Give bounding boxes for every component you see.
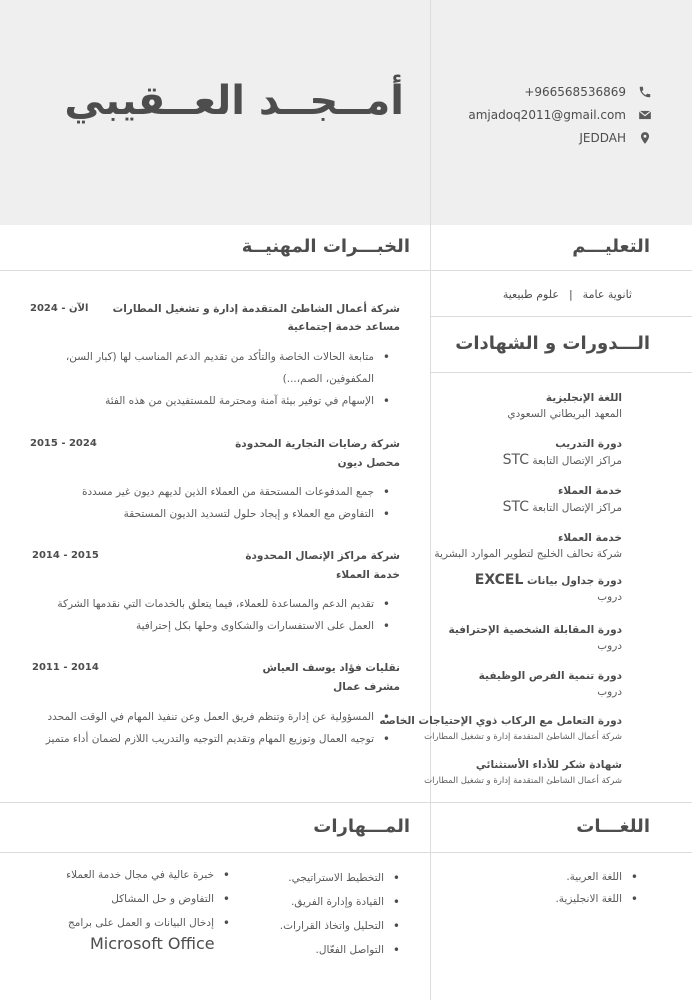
course-title: اللغة الإنجليزية bbox=[545, 392, 622, 404]
experience-title: الخبـــرات المهنيــة bbox=[241, 236, 410, 257]
job-date: الآن - 2024 bbox=[30, 303, 89, 314]
divider-line bbox=[430, 316, 692, 317]
job-company: نقليات فؤاد يوسف العياش bbox=[262, 662, 400, 674]
language-item: • اللغة الانجليزية. bbox=[440, 888, 640, 910]
envelope-icon bbox=[638, 108, 652, 122]
job-bullet: • الإسهام في توفير بيئة آمنة ومحترمة للمستفيدين من هذه الفئة bbox=[52, 390, 392, 412]
education-line bbox=[503, 288, 632, 301]
job-bullets bbox=[52, 346, 392, 412]
skill-item: • التواصل الفعّال. bbox=[262, 938, 402, 962]
course-title: دورة التدريب bbox=[555, 438, 622, 450]
job-bullets bbox=[32, 481, 392, 525]
languages-list bbox=[440, 866, 640, 910]
job-company: شركة رضايات التجارية المحدودة bbox=[235, 438, 400, 450]
skill-item: • التخطيط الاستراتيجي. bbox=[262, 866, 402, 890]
course-title: دورة جداول بيانات EXCEL bbox=[474, 572, 622, 588]
divider-line bbox=[0, 270, 692, 271]
course-issuer: مراكز الإتصال التابعة STC bbox=[502, 499, 622, 515]
course-issuer: شركة تحالف الخليج لتطوير الموارد البشرية bbox=[434, 548, 622, 560]
contact-location bbox=[579, 131, 652, 145]
phone-icon bbox=[638, 85, 652, 99]
course-title: دورة تنمية الفرص الوظيفية bbox=[478, 670, 622, 682]
job-bullets bbox=[22, 593, 392, 637]
job-bullet: • جمع المدفوعات المستحقة من العملاء الذين لديهم ديون غير مسددة bbox=[32, 481, 392, 503]
course-issuer: شركة أعمال الشاطئ المتقدمة إدارة و تشغيل المطارات bbox=[424, 776, 622, 786]
course-title: خدمة العملاء bbox=[557, 485, 622, 497]
course-issuer: دروب bbox=[597, 640, 622, 652]
skills-title: المـــهارات bbox=[313, 816, 410, 837]
course-title: خدمة العملاء bbox=[557, 532, 622, 544]
job-bullet: • التفاوض مع العملاء و إيجاد حلول لتسديد الديون المستحقة bbox=[32, 503, 392, 525]
course-title: دورة المقابلة الشخصية الإحترافية bbox=[448, 624, 622, 636]
job-date: 2011 - 2014 bbox=[32, 662, 99, 673]
education-separator: | bbox=[568, 288, 573, 301]
phone-text: +966568536869 bbox=[524, 85, 626, 99]
job-bullets bbox=[32, 706, 392, 750]
education-major: علوم طبيعية bbox=[502, 288, 559, 301]
course-issuer: شركة أعمال الشاطئ المتقدمة إدارة و تشغيل المطارات bbox=[424, 732, 622, 742]
email-text: amjadoq2011@gmail.com bbox=[468, 108, 626, 122]
divider-line bbox=[430, 372, 692, 373]
education-level: ثانوية عامة bbox=[582, 288, 632, 301]
skill-item: • التحليل واتخاذ القرارات. bbox=[262, 914, 402, 938]
course-title: شهادة شكر للأداء الأستثنائي bbox=[475, 759, 622, 771]
skill-item: • التفاوض و حل المشاكل bbox=[22, 887, 232, 911]
skills-list-1 bbox=[262, 866, 402, 962]
divider-line bbox=[0, 852, 692, 853]
course-title: دورة التعامل مع الركاب ذوي الإحتياجات الخاصه bbox=[379, 715, 622, 727]
job-role: محصل ديون bbox=[337, 457, 400, 469]
education-title: التعليـــم bbox=[572, 236, 650, 257]
skill-item: • خبرة عالية في مجال خدمة العملاء bbox=[22, 863, 232, 887]
course-item bbox=[292, 758, 622, 789]
job-role: مساعد خدمة إجتماعية bbox=[287, 321, 400, 333]
divider-line bbox=[0, 802, 692, 803]
skills-list-2 bbox=[22, 863, 232, 935]
job-bullet: • تقديم الدعم والمساعدة للعملاء، فيما يتعلق بالخدمات التي نقدمها الشركة bbox=[22, 593, 392, 615]
job-date: 2014 - 2015 bbox=[32, 550, 99, 561]
course-issuer: مراكز الإتصال التابعة STC bbox=[502, 452, 622, 468]
map-pin-icon bbox=[638, 131, 652, 145]
course-issuer: دروب bbox=[597, 591, 622, 603]
contact-phone[interactable] bbox=[524, 85, 652, 99]
skill-item: • إدخال البيانات و العمل على برامج bbox=[22, 911, 232, 935]
course-issuer: المعهد البريطاني السعودي bbox=[507, 408, 622, 420]
candidate-name: أمــجــد العــقيبي bbox=[64, 78, 404, 124]
language-item: • اللغة العربية. bbox=[440, 866, 640, 888]
job-role: مشرف عمال bbox=[333, 681, 400, 693]
job-date: 2015 - 2024 bbox=[30, 438, 97, 449]
job-bullet: • المسؤولية عن إدارة وتنظم فريق العمل وعن تنفيذ المهام في الوقت المحدد bbox=[32, 706, 392, 728]
skill-item-latin: Microsoft Office bbox=[90, 934, 215, 953]
job-bullet: • توجيه العمال وتوزيع المهام وتقديم التوجيه والتدريب اللازم لضمان أداء متميز bbox=[32, 728, 392, 750]
languages-title: اللغـــات bbox=[576, 816, 650, 837]
skill-item: • القيادة وإدارة الفريق. bbox=[262, 890, 402, 914]
courses-title: الـــدورات و الشهادات bbox=[455, 333, 650, 354]
contact-email[interactable] bbox=[468, 108, 652, 122]
job-bullet: • العمل على الاستفسارات والشكاوى وحلها بكل إحترافية bbox=[22, 615, 392, 637]
job-role: خدمة العملاء bbox=[335, 569, 400, 581]
job-company: شركة أعمال الشاطئ المتقدمة إدارة و تشغيل المطارات bbox=[112, 303, 400, 315]
job-bullet: • متابعة الحالات الخاصة والتأكد من تقديم الدعم المناسب لها (كبار السن، المكفوفين، الصم،...) bbox=[52, 346, 392, 390]
job-company: شركة مراكز الإتصال المحدودة bbox=[245, 550, 400, 562]
course-issuer: دروب bbox=[597, 686, 622, 698]
city-text: JEDDAH bbox=[579, 131, 626, 145]
